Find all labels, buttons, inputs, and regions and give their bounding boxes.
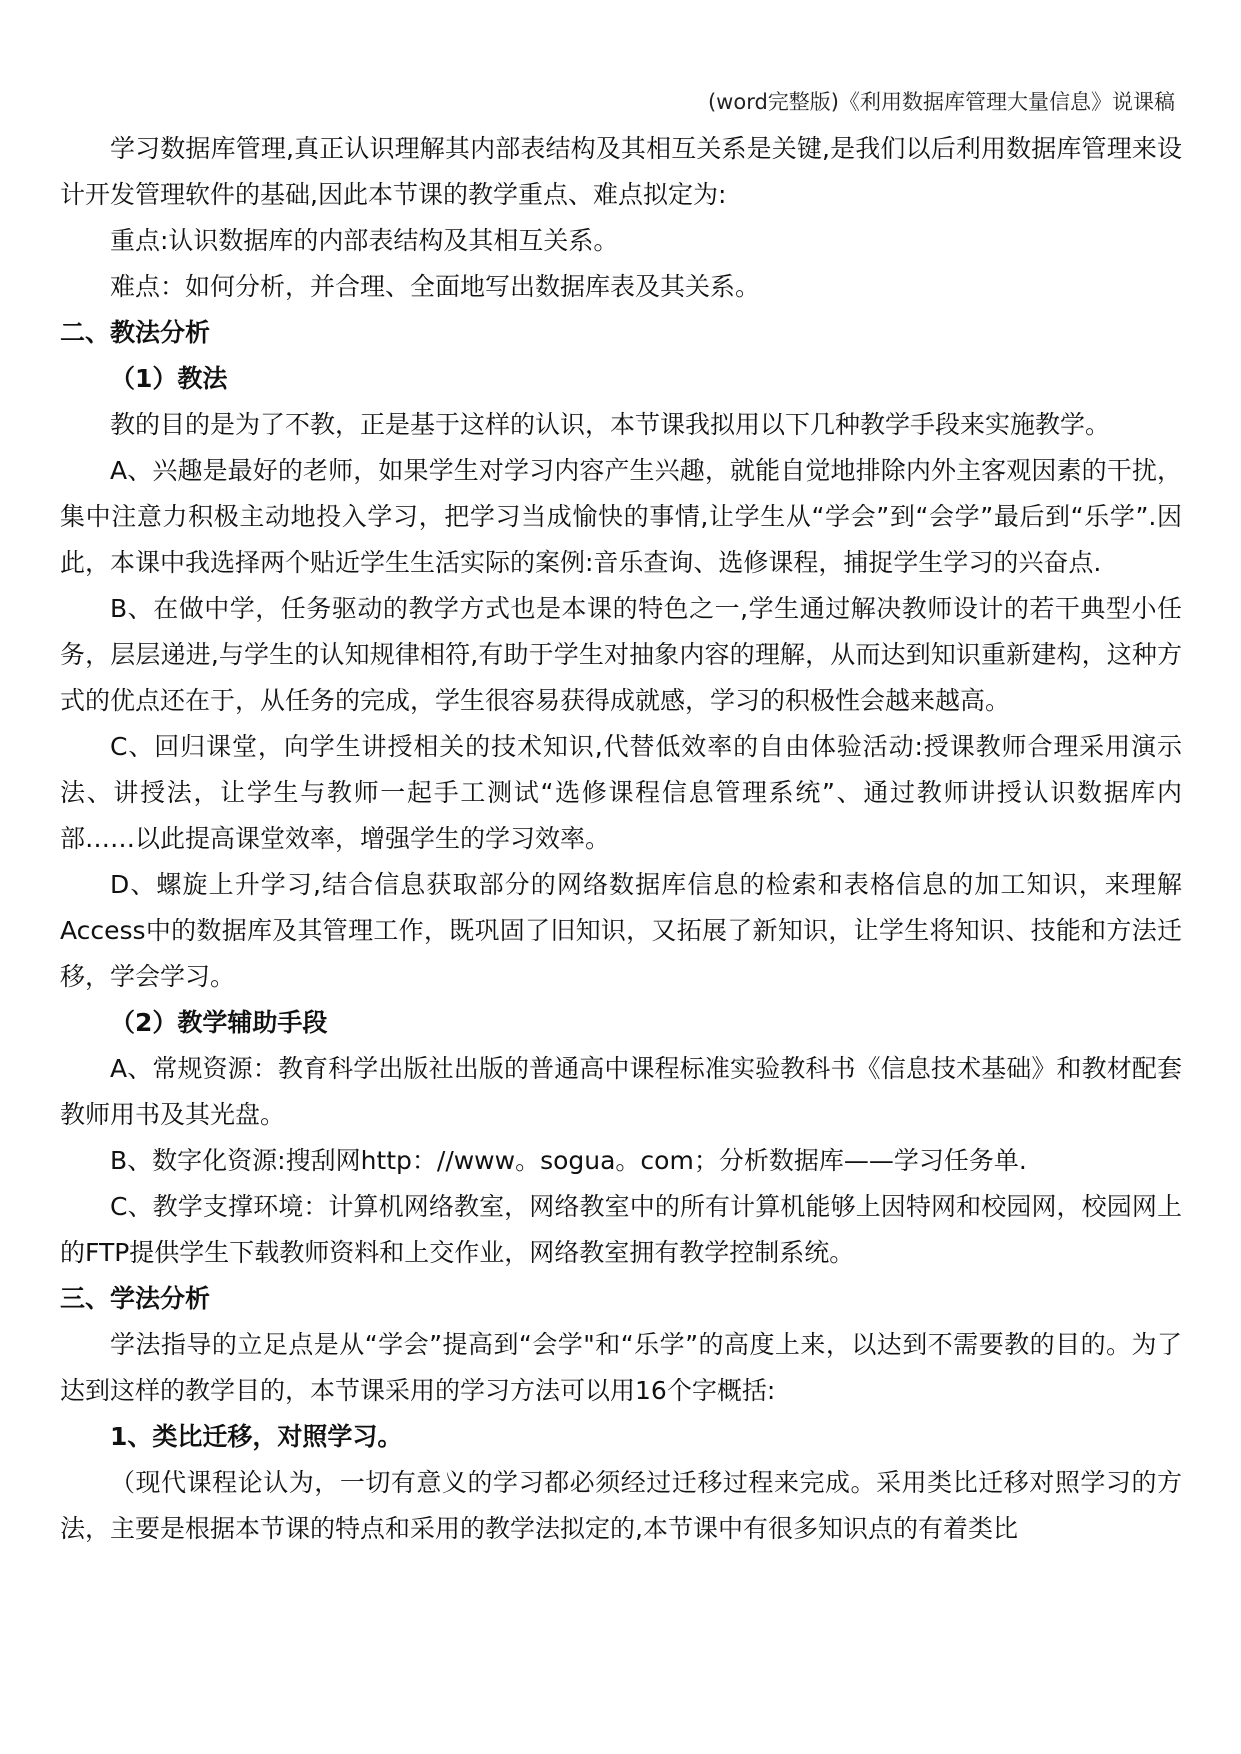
paragraph-learning-intro: 学法指导的立足点是从“学会”提高到“会学"和“乐学”的高度上来，以达到不需要教的目的。为了达到这样的教学目的，本节课采用的学习方法可以用16个字概括: bbox=[60, 1330, 1182, 1405]
paragraph-key-points-intro: 学习数据库管理,真正认识理解其内部表结构及其相互关系是关键,是我们以后利用数据库管理来设计开发管理软件的基础,因此本节课的教学重点、难点拟定为: bbox=[60, 134, 1182, 209]
subheading-teaching-aids: （2）教学辅助手段 bbox=[110, 1008, 328, 1037]
paragraph-key-point: 重点:认识数据库的内部表结构及其相互关系。 bbox=[110, 226, 619, 255]
paragraph-aids-c: C、教学支撑环境：计算机网络教室，网络教室中的所有计算机能够上因特网和校园网，校园网上的FTP提供学生下载教师资料和上交作业，网络教室拥有教学控制系统。 bbox=[60, 1192, 1182, 1267]
subheading-learning-1: 1、类比迁移，对照学习。 bbox=[110, 1422, 403, 1451]
paragraph-teaching-b: B、在做中学，任务驱动的教学方式也是本课的特色之一,学生通过解决教师设计的若干典型小任务，层层递进,与学生的认知规律相符,有助于学生对抽象内容的理解，从而达到知识重新建构，这种方式的优点还在于，从任务的完成，学生很容易获得成就感，学习的积极性会越来越高。 bbox=[60, 594, 1182, 715]
paragraph-teaching-d: D、螺旋上升学习,结合信息获取部分的网络数据库信息的检索和表格信息的加工知识，来理解Access中的数据库及其管理工作，既巩固了旧知识，又拓展了新知识，让学生将知识、技能和方法迁移，学会学习。 bbox=[60, 870, 1182, 991]
paragraph-aids-b: B、数字化资源:搜刮网http：//www。sogua。com；分析数据库——学习任务单. bbox=[110, 1146, 1027, 1175]
section-heading-teaching-method: 二、教法分析 bbox=[60, 318, 211, 347]
paragraph-aids-a: A、常规资源：教育科学出版社出版的普通高中课程标准实验教科书《信息技术基础》和教材配套教师用书及其光盘。 bbox=[60, 1054, 1182, 1129]
paragraph-teaching-c: C、回归课堂，向学生讲授相关的技术知识,代替低效率的自由体验活动:授课教师合理采用演示法、讲授法，让学生与教师一起手工测试“选修课程信息管理系统”、通过教师讲授认识数据库内部……以此提高课堂效率，增强学生的学习效率。 bbox=[60, 732, 1182, 853]
paragraph-learning-1: （现代课程论认为，一切有意义的学习都必须经过迁移过程来完成。采用类比迁移对照学习的方法，主要是根据本节课的特点和采用的教学法拟定的,本节课中有很多知识点的有着类比 bbox=[60, 1468, 1182, 1543]
paragraph-teaching-a: A、兴趣是最好的老师，如果学生对学习内容产生兴趣，就能自觉地排除内外主客观因素的干扰，集中注意力积极主动地投入学习，把学习当成愉快的事情,让学生从“学会”到“会学”最后到“乐学”.因此，本课中我选择两个贴近学生生活实际的案例:音乐查询、选修课程，捕捉学生学习的兴奋点. bbox=[60, 456, 1182, 577]
subheading-teaching-method: （1）教法 bbox=[110, 364, 228, 393]
section-heading-learning-method: 三、学法分析 bbox=[60, 1284, 211, 1313]
paragraph-difficult-point: 难点：如何分析，并合理、全面地写出数据库表及其关系。 bbox=[110, 272, 761, 301]
page-header: (word完整版)《利用数据库管理大量信息》说课稿 bbox=[707, 90, 1175, 114]
document-body bbox=[60, 126, 1182, 1552]
paragraph-teaching-intro: 教的目的是为了不教，正是基于这样的认识，本节课我拟用以下几种教学手段来实施教学。 bbox=[110, 410, 1111, 439]
